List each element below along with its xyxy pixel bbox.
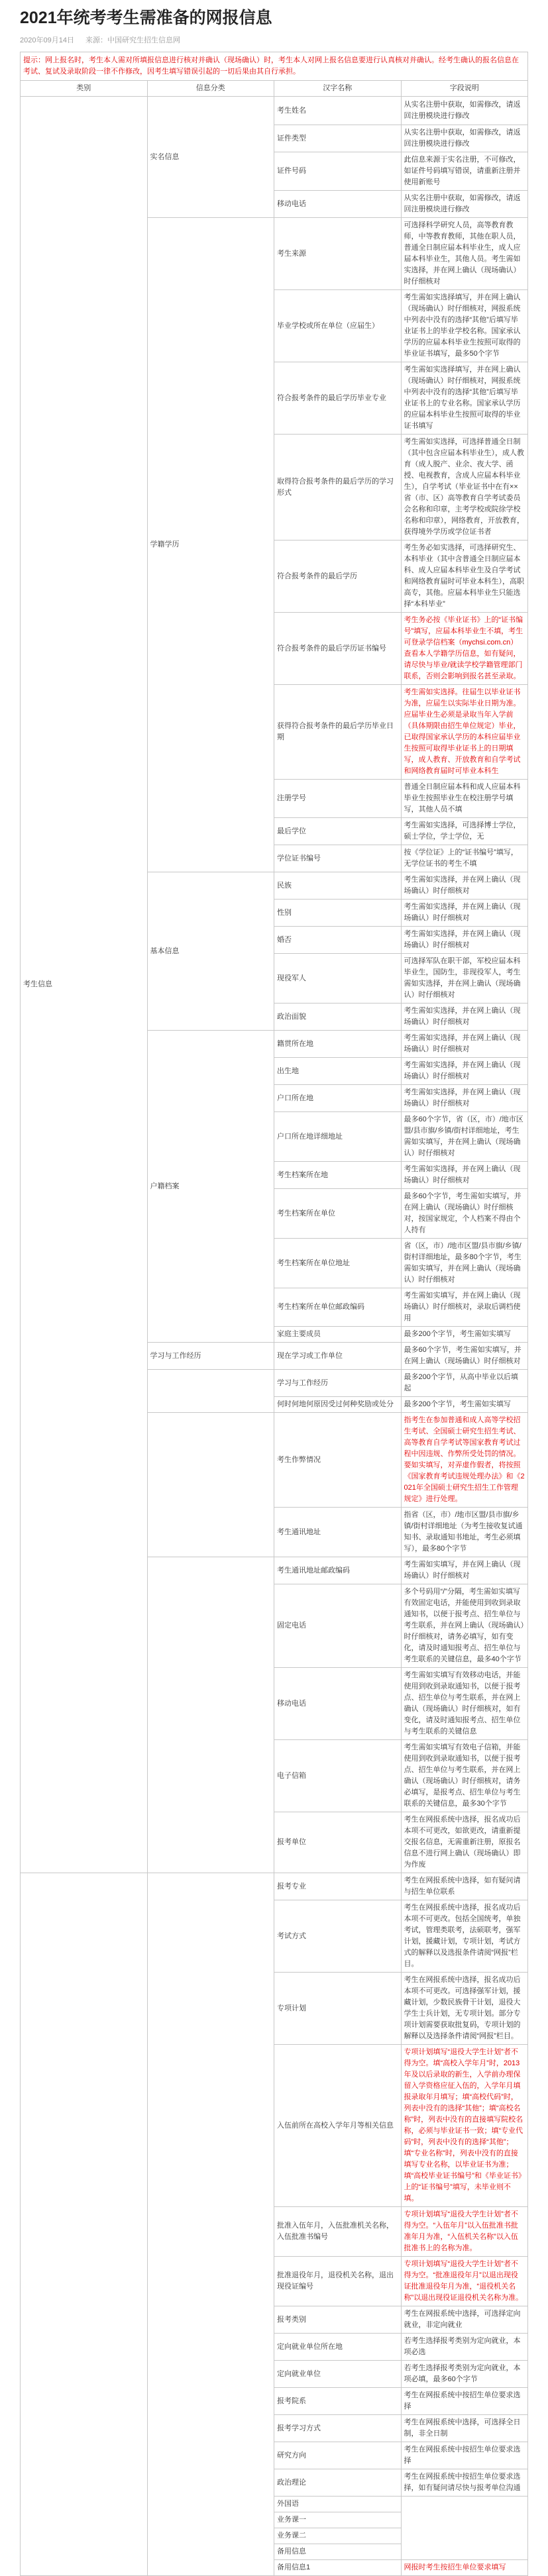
row-field-desc: 此信息来源于实名注册，不可修改，如证件号码填写错误，请重新注册并使用新账号 xyxy=(401,152,528,191)
row-field-desc: 考生在网报系统中选择，如有疑问请与招生单位联系 xyxy=(401,1873,528,1900)
row-category: 考生信息 xyxy=(21,97,148,1873)
row-field-desc: 考生需如实填写有效电子信箱，并能使用到收到录取通知书，以便于报考点、招生单位与考生联系，并在网上确认（现场确认）时仔细核对，请务必填写，是报考点、招生单位与考生联系的关键信息，最多30个字节 xyxy=(401,1740,528,1812)
row-field-name: 考生通讯地址 xyxy=(274,1508,402,1557)
row-field-name: 获得符合报考条件的最后学历毕业日期 xyxy=(274,685,402,780)
row-field-desc: 考生在网报系统中选择，报名成功后本项不可更改，如欲更改，请重新提交报名信息，无需重新注册，原报名信息不进行网上确认（现场确认）即为作废 xyxy=(401,1812,528,1873)
row-field-name: 报考院系 xyxy=(274,2388,402,2415)
row-field-name: 考生来源 xyxy=(274,218,402,290)
row-field-name: 报考专业 xyxy=(274,1873,402,1900)
row-field-name: 符合报考条件的最后学历证书编号 xyxy=(274,613,402,685)
row-field-name: 现在学习或工作单位 xyxy=(274,1343,402,1370)
row-field-desc: 考生在网报系统中选择，报名成功后本项不可更改。可选择强军计划，援藏计划，少数民族骨干计划，退役大学生士兵计划，无专项计划。部分专项计划需要获取批复码，专项计划的解释以及选择条件请阅“网报”栏目。 xyxy=(401,1973,528,2045)
row-field-desc: 按《学位证》上的“证书编号”填写，无学位证书的考生不填 xyxy=(401,845,528,872)
row-field-desc: 考生需如实选择，并在网上确认（现场确认）时仔细核对 xyxy=(401,1162,528,1189)
row-field-desc: 从实名注册中获取，如需修改，请返回注册模块进行修改 xyxy=(401,125,528,152)
row-field-name: 备用信息 xyxy=(274,2544,402,2560)
row-field-desc: 专项计划填写“退役大学生计划”者不得为空。填“高校入学年月”时，2013年及以后录取的新生，入学前办理保留入学资格应征入伍的，入学年月填报录取年月填写；填“高校代码”时，列表中没有的选择“其他”；填“高校名称”时，列表中没有的直接填写院校名称，必须与毕业证书一致；填“专业代码”时，列表中没有的选择“其他”；填“专业名称”时，列表中没有的直接填写专业名称，以毕业证书为准；填“高校毕业证书编号”和《毕业证书》上的“证书编号”填写，未毕业则不填。 xyxy=(401,2045,528,2207)
row-field-name: 考生档案所在地 xyxy=(274,1162,402,1189)
row-field-desc: 考生务必如实选择，可选择研究生、本科毕业（其中含普通全日制应届本科、成人应届本科毕业生及自学考试和网络教育届时可毕业本科生），高职高专，其他。应届本科毕业生只能选择“本科毕业” xyxy=(401,541,528,613)
row-field-desc: 指省（区，市）/地市区盟/县市旗/乡镇/街村详细地址（为考生接收复试通知书、录取通知书地址，考生必须填写），最多80个字节 xyxy=(401,1508,528,1557)
row-field-name: 业务课二 xyxy=(274,2528,402,2544)
row-field-desc: 普通全日制应届本科和成人应届本科毕业生按照毕业生在校注册学号填写，其他人员不填 xyxy=(401,780,528,818)
header-field-desc: 字段说明 xyxy=(401,81,528,97)
row-field-name: 研究方向 xyxy=(274,2442,402,2469)
row-field-name: 取得符合报考条件的最后学历的学习形式 xyxy=(274,435,402,541)
row-field-desc: 考生需如实选择，并在网上确认（现场确认）时仔细核对 xyxy=(401,1031,528,1058)
row-field-name: 业务课一 xyxy=(274,2512,402,2528)
row-field-desc: 指考生在参加普通和成人高等学校招生考试、全国硕士研究生招生考试、高等教育自学考试等国家教育考试过程中因违规、作弊所受处罚的情况。要如实填写，对弄虚作假者，将按照《国家教育考试违规处理办法》和《2021年全国硕士研究生招生工作管理规定》进行处理。 xyxy=(401,1413,528,1508)
row-field-desc: 考生需如实选择，并在网上确认（现场确认）时仔细核对 xyxy=(401,1004,528,1031)
row-field-desc: 考生需如实填写有效移动电话，并能使用到收到录取通知书，以便于报考点、招生单位与考生联系，并在网上确认（现场确认）时仔细核对，如有变化，请及时通知报考点、招生单位与考生联系的关键信息 xyxy=(401,1668,528,1740)
row-field-desc: 考生需如实选择，可选择普通全日制（其中包含应届本科毕业生），成人教育（成人脱产、业余、夜大学、函授、电视教育，含成人应届本科毕业生），自学考试（毕业证书中在有××省（市、区）高等教育自学考试委员会名称和印章，主考学校或院徐学校名称和印章），网络教育，开放教育，获得境外学历或学位证书者 xyxy=(401,435,528,541)
row-field-desc: 考生在网报系统中选择，报名成功后本项不可更改。包括全国统考，单独考试，管理类联考，法硕联考，强军计划，援藏计划，专项计划，考试方式的解释以及选报条件请阅“网报”栏目。 xyxy=(401,1900,528,1973)
row-category xyxy=(21,1873,148,2576)
row-field-desc: 可选择科学研究人员，高等教育教师，中等教育教师，其他在职人员，普通全日制应届本科毕业生，成人应届本科毕业生，其他人员。考生需如实选择，并在网上确认（现场确认）时仔细核对 xyxy=(401,218,528,290)
row-field-desc xyxy=(401,2497,528,2560)
row-field-name: 入伍前所在高校入学年月等相关信息 xyxy=(274,2045,402,2207)
article-meta xyxy=(20,34,528,45)
row-field-desc: 考生需如实选择，并在网上确认（现场确认）时仔细核对 xyxy=(401,927,528,954)
row-field-desc: 多个号码用“/”分隔，考生需如实填写有效固定电话，并能使用到收到录取通知书，以便于报考点、招生单位与考生联系，并在网上确认（现场确认）时仔细核对，请务必填写，如有变化，请及时通知报考点、招生单位与考生联系的关键信息，最多40个字节 xyxy=(401,1584,528,1668)
row-field-name: 报考单位 xyxy=(274,1812,402,1873)
notice-text: 提示：网上报名时，考生本人需对所填报信息进行核对并确认（现场确认）时，考生本人对网上报名信息要进行认真核对并确认。经考生确认的报名信息在考试、复试及录取阶段一律不作修改，因考生填写错误引起的一切后果由其自行承担。 xyxy=(21,52,528,81)
row-field-name: 性别 xyxy=(274,900,402,927)
row-field-name: 电子信箱 xyxy=(274,1740,402,1812)
row-field-name: 专项计划 xyxy=(274,1973,402,2045)
row-group: 学习与工作经历 xyxy=(147,1343,274,1370)
header-category: 类别 xyxy=(21,81,148,97)
row-group: 实名信息 xyxy=(147,97,274,218)
row-field-desc: 考生在网报系统中按招生单位要求选择，如有疑问请尽快与报考单位沟通 xyxy=(401,2469,528,2497)
row-field-name: 最后学位 xyxy=(274,818,402,845)
row-field-name: 定向就业单位 xyxy=(274,2361,402,2388)
row-group: 学籍学历 xyxy=(147,218,274,872)
row-field-name: 考试方式 xyxy=(274,1900,402,1973)
row-group: 户籍档案 xyxy=(147,1031,274,1343)
row-group xyxy=(147,1370,274,1413)
row-field-desc: 考生需如实选择，并在网上确认（现场确认）时仔细核对 xyxy=(401,872,528,900)
row-field-name: 学习与工作经历 xyxy=(274,1370,402,1397)
row-field-name: 籍贯所在地 xyxy=(274,1031,402,1058)
row-field-name: 考生档案所在单位地址 xyxy=(274,1239,402,1288)
row-field-desc: 考生需如实选择，可选择博士学位，硕士学位，学士学位，无 xyxy=(401,818,528,845)
row-field-name: 备用信息1 xyxy=(274,2560,402,2576)
row-field-name: 移动电话 xyxy=(274,191,402,218)
header-field-name: 汉字名称 xyxy=(274,81,402,97)
row-field-name: 符合报考条件的最后学历 xyxy=(274,541,402,613)
row-field-desc: 最多60个字节，考生需如实填写，并在网上确认（现场确认）时仔细核对 xyxy=(401,1343,528,1370)
row-field-name: 考生作弊情况 xyxy=(274,1413,402,1508)
row-field-name: 考生通讯地址邮政编码 xyxy=(274,1557,402,1584)
row-field-desc: 考生在网报系统中选择，可选择全日制，非全日制 xyxy=(401,2415,528,2442)
row-field-name: 批准入伍年月，入伍批准机关名称，入伍批准书编号 xyxy=(274,2207,402,2257)
notice-row xyxy=(21,52,528,81)
row-field-name: 家庭主要成员 xyxy=(274,1327,402,1343)
row-field-desc: 专项计划填写“退役大学生计划”者不得为空。“入伍年月”以入伍批准书批准年月为准，“入伍机关名称”以入伍批准书上的名称为准。 xyxy=(401,2207,528,2257)
row-field-desc: 考生需如实选择，并在网上确认（现场确认）时仔细核对 xyxy=(401,1085,528,1112)
row-field-desc: 网报时考生按招生单位要求填写 xyxy=(401,2560,528,2576)
row-field-name: 考生档案所在单位邮政编码 xyxy=(274,1288,402,1327)
row-field-desc: 最多60个字节，省（区，市）/地市区盟/县市旗/乡镇/街村详细地址，考生需如实填写，并在网上确认（现场确认）时仔细核对 xyxy=(401,1112,528,1162)
article-title: 2021年统考考生需准备的网报信息 xyxy=(20,9,272,27)
row-field-desc: 考生需如实选择填写，并在网上确认（现场确认）时仔细核对，网报系统中列表中没有的选择“其他”后填写毕业证书上的毕业学校名称。国家承认学历的应届本科毕业生按照可取得的毕业证书填写，最多50个字节 xyxy=(401,290,528,362)
row-field-name: 学位证书编号 xyxy=(274,845,402,872)
row-field-desc: 考生需如实填写，并在网上确认（现场确认）时仔细核对 xyxy=(401,1557,528,1584)
row-field-desc: 考生需如实选择。往届生以毕业证书为准，应届生以实际毕业日期为准。应届毕业生必须是录取当年入学前（具体期限由招生单位规定）毕业，已取得国家承认学历的本科应届毕业生按照可取得毕业证书上的日期填写，成人教育、开放教育和自学考试和网络教育届时可毕业本科生 xyxy=(401,685,528,780)
row-field-name: 符合报考条件的最后学历毕业专业 xyxy=(274,362,402,435)
article-source: 来源：中国研究生招生信息网 xyxy=(85,36,181,44)
row-field-desc: 若考生选择报考类别为定向就业，本项必填，最多60个字节 xyxy=(401,2361,528,2388)
row-field-desc: 考生需如实选择，并在网上确认（现场确认）时仔细核对 xyxy=(401,1058,528,1085)
row-field-desc: 专项计划填写“退役大学生计划”者不得为空。“批准退役年月”以退出现役证批准退役年月为准，“退役机关名称”以退出现役证退役机关名称为准。 xyxy=(401,2257,528,2306)
row-field-desc: 考生需如实选择，并在网上确认（现场确认）时仔细核对 xyxy=(401,900,528,927)
row-field-name: 批准退役年月，退役机关名称，退出现役证编号 xyxy=(274,2257,402,2306)
row-field-desc: 最多200个字节，从高中毕业以后填起 xyxy=(401,1370,528,1397)
row-field-name: 考生姓名 xyxy=(274,97,402,125)
row-field-name: 注册学号 xyxy=(274,780,402,818)
header-group: 信息分类 xyxy=(147,81,274,97)
row-field-desc: 考生在网报系统中选择，可选择定向就业，非定向就业 xyxy=(401,2306,528,2334)
row-field-desc: 考生需如实填写，并在网上确认（现场确认）时仔细核对，录取后调档使用 xyxy=(401,1288,528,1327)
row-group xyxy=(147,1413,274,1557)
row-field-name: 定向就业单位所在地 xyxy=(274,2334,402,2361)
row-field-name: 外国语 xyxy=(274,2497,402,2512)
row-field-name: 出生地 xyxy=(274,1058,402,1085)
row-field-desc: 最多200个字节，考生需如实填写 xyxy=(401,1397,528,1413)
row-field-name: 毕业学校或所在单位（应届生） xyxy=(274,290,402,362)
row-field-desc: 最多60个字节，考生需如实填写，并在网上确认（现场确认）时仔细核对，按国家规定，个人档案不得由个人持有 xyxy=(401,1189,528,1239)
row-field-name: 固定电话 xyxy=(274,1584,402,1668)
table-header-row xyxy=(21,81,528,97)
row-group xyxy=(147,1557,274,1873)
row-field-name: 证件类型 xyxy=(274,125,402,152)
article-date: 2020年09月14日 xyxy=(20,36,74,44)
row-field-name: 何时何地何原因受过何种奖励或处分 xyxy=(274,1397,402,1413)
row-field-name: 政治理论 xyxy=(274,2469,402,2497)
row-field-desc: 从实名注册中获取，如需修改，请返回注册模块进行修改 xyxy=(401,97,528,125)
row-field-desc: 可选择军队在职干部，军校应届本科毕业生，国防生，非现役军人，考生需如实选择，并在网上确认（现场确认）时仔细核对 xyxy=(401,954,528,1004)
row-field-desc: 从实名注册中获取，如需修改，请返回注册模块进行修改 xyxy=(401,191,528,218)
row-field-name: 户口所在地 xyxy=(274,1085,402,1112)
row-field-name: 民族 xyxy=(274,872,402,900)
info-table xyxy=(20,52,528,2576)
row-field-desc: 考生在网报系统中按招生单位要求选择 xyxy=(401,2442,528,2469)
row-field-name: 移动电话 xyxy=(274,1668,402,1740)
row-field-name: 报考学习方式 xyxy=(274,2415,402,2442)
row-group: 基本信息 xyxy=(147,872,274,1031)
row-field-desc: 考生务必按《毕业证书》上的“证书编号”填写，应届本科毕业生不填，考生可登录学信档案（mychsi.com.cn）查看本人学籍学历信息，如有疑问，请尽快与毕业/就读学校学籍管理部门联系，否则会影响到报名甚至录取。 xyxy=(401,613,528,685)
row-field-name: 考生档案所在单位 xyxy=(274,1189,402,1239)
row-field-name: 证件号码 xyxy=(274,152,402,191)
row-field-desc: 最多200个字节，考生需如实填写 xyxy=(401,1327,528,1343)
row-field-name: 政治面貌 xyxy=(274,1004,402,1031)
table-row xyxy=(21,97,528,125)
table-row xyxy=(21,1873,528,1900)
row-field-name: 报考类别 xyxy=(274,2306,402,2334)
row-field-name: 婚否 xyxy=(274,927,402,954)
row-field-name: 户口所在地详细地址 xyxy=(274,1112,402,1162)
row-field-name: 现役军人 xyxy=(274,954,402,1004)
row-field-desc: 省（区，市）/地市区盟/县市旗/乡镇/街村详细地址，最多80个字节，考生需如实填写，并在网上确认（现场确认）时仔细核对 xyxy=(401,1239,528,1288)
row-field-desc: 考生在网报系统中按招生单位要求选择 xyxy=(401,2388,528,2415)
row-group xyxy=(147,1873,274,2576)
row-field-desc: 若考生选择报考类别为定向就业，本项必选 xyxy=(401,2334,528,2361)
row-field-desc: 考生需如实选择填写，并在网上确认（现场确认）时仔细核对，网报系统中列表中没有的选择“其他”后填写毕业证书上的专业名称。国家承认学历的应届本科毕业生按照可取得的毕业证书填写 xyxy=(401,362,528,435)
